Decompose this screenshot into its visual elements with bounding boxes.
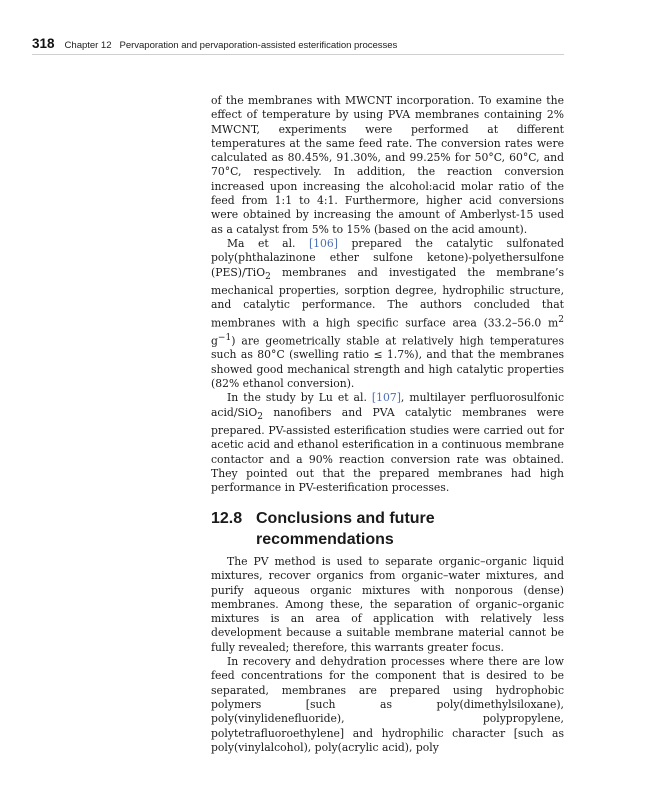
chapter-label: Chapter 12 — [64, 40, 112, 51]
section-title: Conclusions and future recommendations — [256, 510, 435, 548]
chapter-heading — [65, 40, 398, 51]
section-heading — [211, 508, 564, 550]
paragraph-ma-et-al: Ma et al. [106] prepared the catalytic sulfonated poly(phthalazinone ether sulfone ketone)-polyethersulfone (PES)/TiO$_2$ membranes and investigated the membrane’s mechanical properties, sorption degree, hydrophilic structure, and catalytic performance. The authors concluded that membranes with a high specific surface area (33.2–56.0 $m^2$ $g^{-1}$) are geometrically stable at relatively high temperatures such as 80°C (swelling ratio ≤ 1.7%), and that the membranes showed good mechanical strength and high catalytic properties (82% ethanol conversion). — [211, 236, 564, 390]
paragraph-pv-method: The PV method is used to separate organic–organic liquid mixtures, recover organics from organic–water mixtures, and purify aqueous organic mixtures with nonporous (dense) membranes. Among these, the separation of organic–organic mixtures is an area of application with relatively less development because a suitable membrane material cannot be fully revealed; therefore, this warrants greater focus. — [211, 555, 564, 654]
page-number: 318 — [32, 36, 55, 51]
paragraph-recovery-dehydration: In recovery and dehydration processes where there are low feed concentrations for the component that is desired to be separated, membranes are prepared using hydrophobic polymers [such as poly(dimethylsiloxane), poly(vinylidenefluoride), polypropylene, polytetrafluoroethylene] and hydrophilic character [such as poly(vinylalcohol), poly(acrylic acid), poly — [211, 655, 564, 754]
body-text-lower — [211, 555, 564, 755]
section-number: 12.8 — [211, 510, 243, 527]
body-text-upper — [211, 94, 564, 496]
paragraph-lu-et-al: In the study by Lu et al. [107], multilayer perfluorosulfonic acid/SiO$_2$ nanofibers and PVA catalytic membranes were prepared. PV-assisted esterification studies were carried out for acetic acid and ethanol esterification in a continuous membrane contactor and a 90% reaction conversion rate was obtained. They pointed out that the prepared membranes had high performance in PV-esterification processes. — [211, 391, 564, 495]
citation-link-106[interactable]: [106] — [308, 236, 339, 250]
citation-link-107[interactable]: [107] — [371, 391, 401, 405]
chapter-title: Pervaporation and pervaporation-assisted esterification processes — [119, 40, 398, 51]
running-header — [32, 36, 564, 55]
paragraph-continued: of the membranes with MWCNT incorporation. To examine the effect of temperature by using PVA membranes containing 2% MWCNT, experiments were performed at different temperatures at the same feed rate. The conversion rates were calculated as 80.45%, 91.30%, and 99.25% for 50°C, 60°C, and 70°C, respectively. In addition, the reaction conversion increased upon increasing the alcohol:acid molar ratio of the feed from 1:1 to 4:1. Furthermore, higher acid conversions were obtained by increasing the amount of Amberlyst-15 used as a catalyst from 5% to 15% (based on the acid amount). — [211, 94, 564, 236]
